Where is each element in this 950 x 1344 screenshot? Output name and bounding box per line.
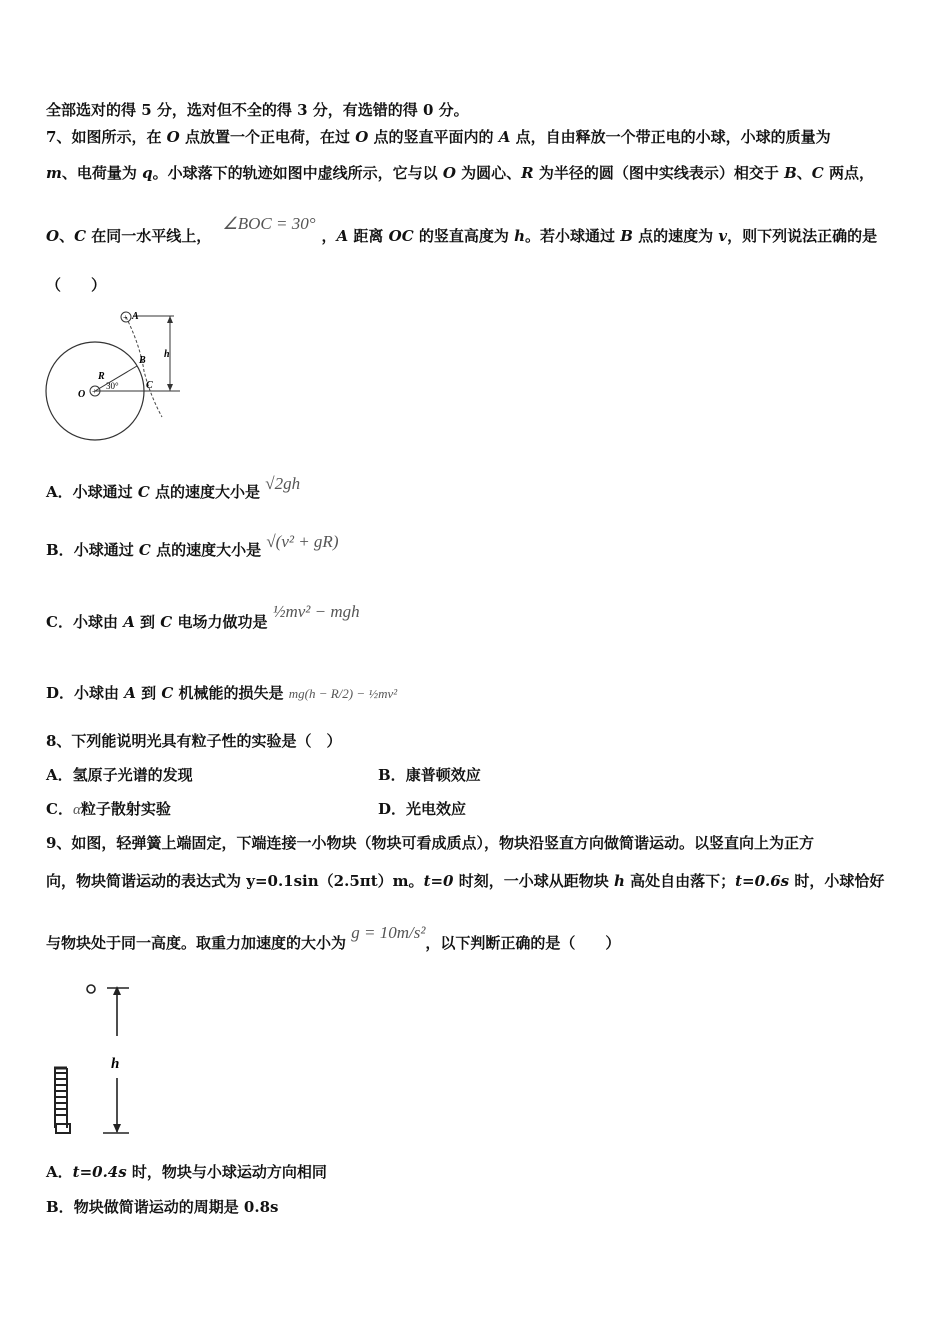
- spring-icon: [54, 1068, 67, 1128]
- label-h-q9: h: [111, 1056, 120, 1072]
- q7-option-a: A．小球通过 C 点的速度大小是 √2gh: [46, 474, 301, 501]
- q7-figure: [40, 305, 190, 445]
- gravity-formula: g = 10m/s²: [351, 923, 426, 942]
- q8-option-d: D．光电效应: [378, 800, 467, 818]
- q7-option-d: D．小球由 A 到 C 机械能的损失是 mg(h − R/2) − ½mv²: [46, 684, 398, 702]
- q8-row-2: [46, 799, 906, 820]
- q8-option-c: C．α粒子散射实验: [46, 800, 171, 818]
- formula-a: √2gh: [265, 474, 301, 493]
- label-o: O: [78, 389, 86, 400]
- label-a: A: [132, 311, 139, 322]
- q7-option-c: C．小球由 A 到 C 电场力做功是 ½mv² − mgh: [46, 602, 360, 631]
- q9-line-1: 9、如图，轻弹簧上端固定，下端连接一小物块（物块可看成质点），物块沿竖直方向做简谐运动。以竖直向上为正方: [46, 834, 814, 852]
- q7-line-2: m、电荷量为 q。小球落下的轨迹如图中虚线所示，它与以 O 为圆心、R 为半径的圆（图中实线表示）相交于 B、C 两点，: [46, 164, 874, 182]
- q9-line-3: 与物块处于同一高度。取重力加速度的大小为 g = 10m/s²，以下判断正确的是（ ）: [46, 923, 621, 952]
- q8-row-1: [46, 765, 906, 785]
- formula-b: √(v² + gR): [266, 532, 339, 551]
- formula-c: ½mv² − mgh: [272, 602, 360, 621]
- q9-line-2: 向，物块简谐运动的表达式为 y=0.1sin（2.5πt）m。t=0 时刻，一小球从距物块 h 高处自由落下；t=0.6s 时，小球恰好: [46, 872, 885, 890]
- q7-line-3: O、C 在同一水平线上， ∠BOC = 30°，A 距离 OC 的竖直高度为 h。若小球通过 B 点的速度为 v，则下列说法正确的是: [46, 214, 878, 245]
- q9-option-b: B．物块做简谐运动的周期是 0.8s: [46, 1198, 279, 1216]
- q7-line-1: 7、如图所示，在 O 点放置一个正电荷，在过 O 点的竖直平面内的 A 点，自由释放一个带正电的小球，小球的质量为: [46, 128, 831, 146]
- ball-icon: [87, 985, 95, 993]
- formula-d: mg(h − R/2) − ½mv²: [288, 686, 398, 701]
- q8-option-a: A．氢原子光谱的发现: [46, 766, 193, 784]
- q8-stem: 8、下列能说明光具有粒子性的实验是（ ）: [46, 732, 342, 750]
- svg-text:+: +: [92, 387, 97, 396]
- label-b: B: [139, 355, 146, 366]
- q9-option-a: A．t=0.4s 时，物块与小球运动方向相同: [46, 1163, 327, 1181]
- angle-formula: ∠BOC = 30°: [222, 214, 316, 233]
- trajectory-dashed: [126, 317, 162, 417]
- q7-paren: （ ）: [46, 276, 107, 294]
- q8-option-b: B．康普顿效应: [378, 766, 481, 784]
- svg-text:+: +: [123, 313, 128, 322]
- q9-figure: [45, 978, 145, 1143]
- label-r: R: [98, 371, 105, 382]
- intro-line: 全部选对的得 5 分，选对但不全的得 3 分，有选错的得 0 分。: [46, 101, 469, 119]
- label-h: h: [164, 349, 170, 360]
- label-angle: 30°: [106, 381, 119, 391]
- q7-option-b: B．小球通过 C 点的速度大小是 √(v² + gR): [46, 532, 339, 559]
- label-c: C: [146, 380, 153, 391]
